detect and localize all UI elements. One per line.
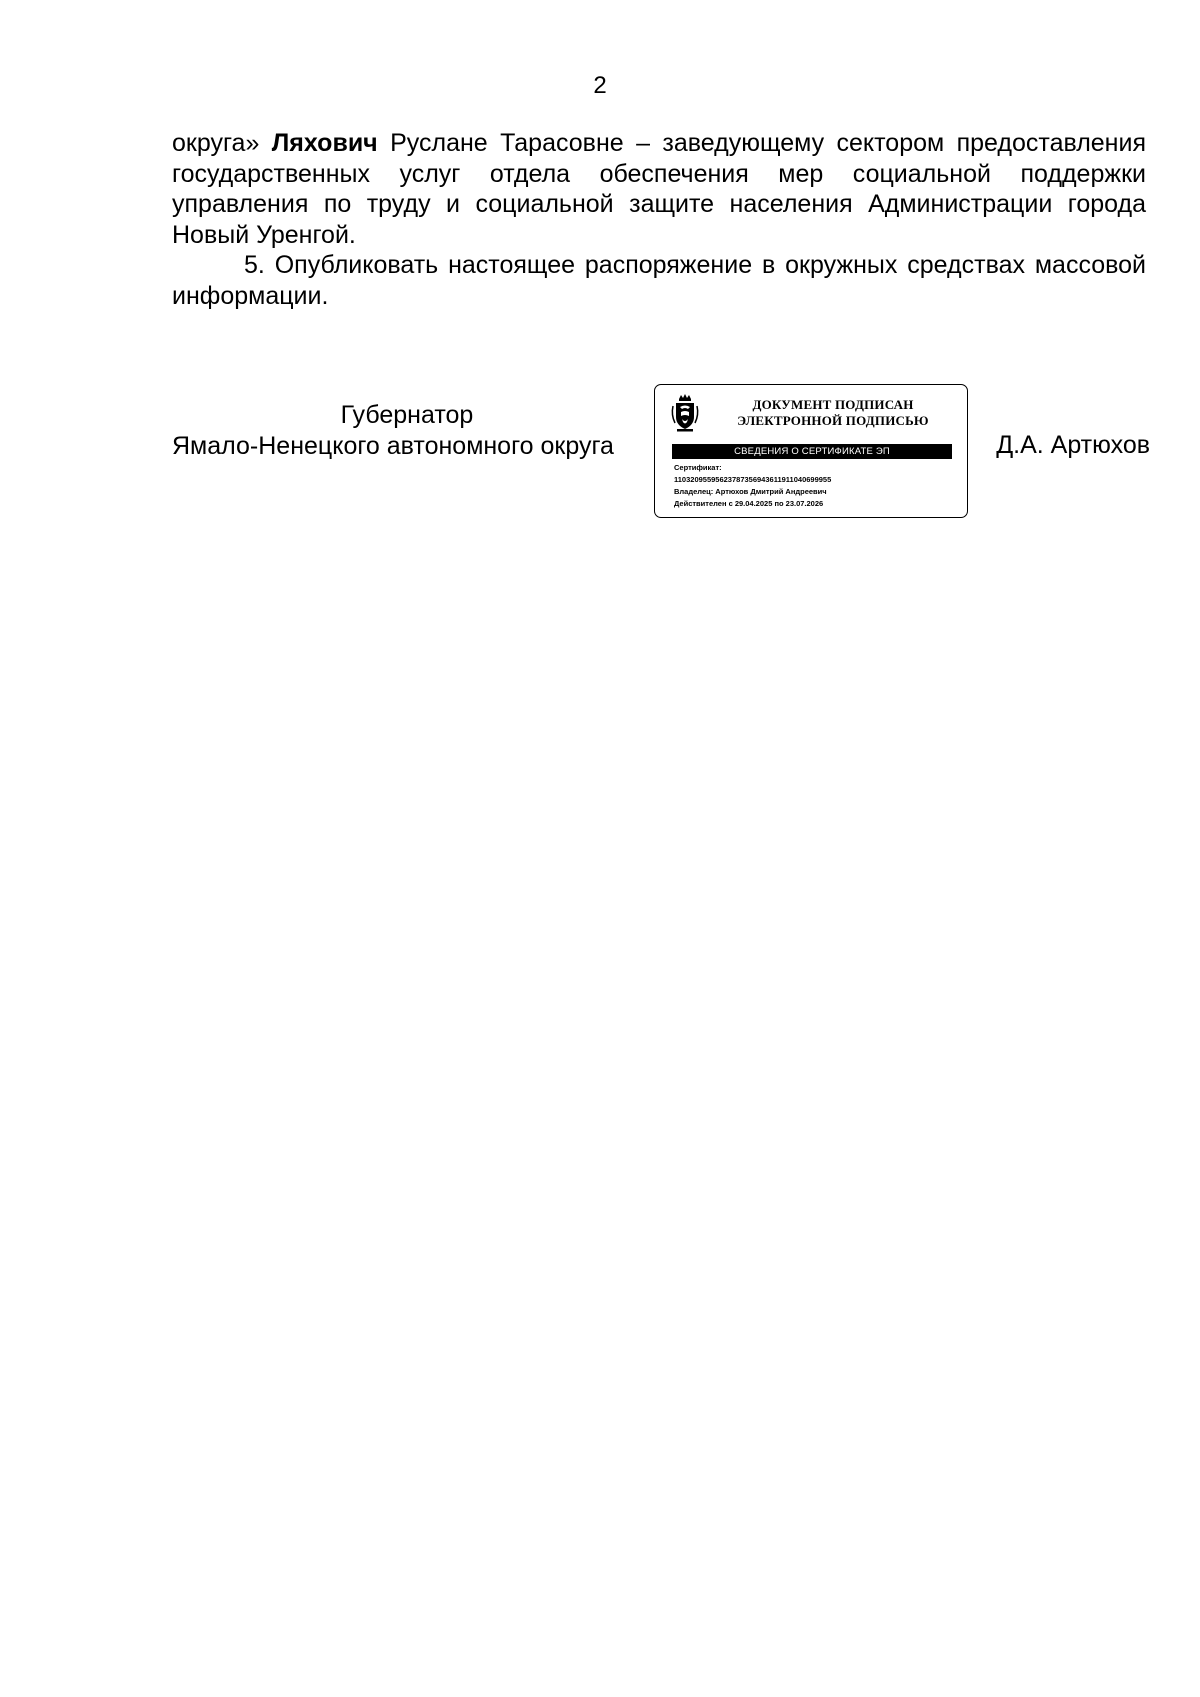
- paragraph-continuation: [172, 128, 1146, 250]
- signatory-name: Д.А. Артюхов: [996, 431, 1150, 459]
- electronic-signature-stamp: [654, 384, 968, 518]
- certificate-number: 11032095595623787356943611911040699955: [674, 475, 832, 484]
- signatory-position: Губернатор: [340, 401, 474, 429]
- stamp-heading: [715, 397, 951, 429]
- paragraph-item-5: 5. Опубликовать настоящее распоряжение в окружных средствах массовой информации.: [172, 251, 1146, 310]
- certificate-owner: Владелец: Артюхов Дмитрий Андреевич: [674, 487, 827, 496]
- text-segment: округа»: [172, 129, 272, 157]
- stamp-heading-line: ДОКУМЕНТ ПОДПИСАН: [752, 397, 914, 412]
- text-segment: Руслане Тарасовне – заведующему сектором предоставления государственных услуг отдела обеспечения мер социальной поддержки управления по труду и социальной защите населения Администрации города Новый Уренгой.: [172, 129, 1146, 249]
- page-number: 2: [593, 72, 607, 99]
- certificate-details: [674, 462, 959, 510]
- stamp-heading-line: ЭЛЕКТРОННОЙ ПОДПИСЬЮ: [737, 413, 929, 428]
- coat-of-arms-icon: [670, 393, 700, 433]
- certificate-info-bar: СВЕДЕНИЯ О СЕРТИФИКАТЕ ЭП: [672, 444, 952, 459]
- certificate-label: Сертификат:: [674, 463, 722, 472]
- document-body: [172, 128, 1146, 311]
- certificate-validity: Действителен с 29.04.2025 по 23.07.2026: [674, 499, 824, 508]
- signatory-region: Ямало-Ненецкого автономного округа: [172, 431, 614, 460]
- person-surname: Ляхович: [271, 129, 378, 157]
- signatory-title: [172, 400, 642, 461]
